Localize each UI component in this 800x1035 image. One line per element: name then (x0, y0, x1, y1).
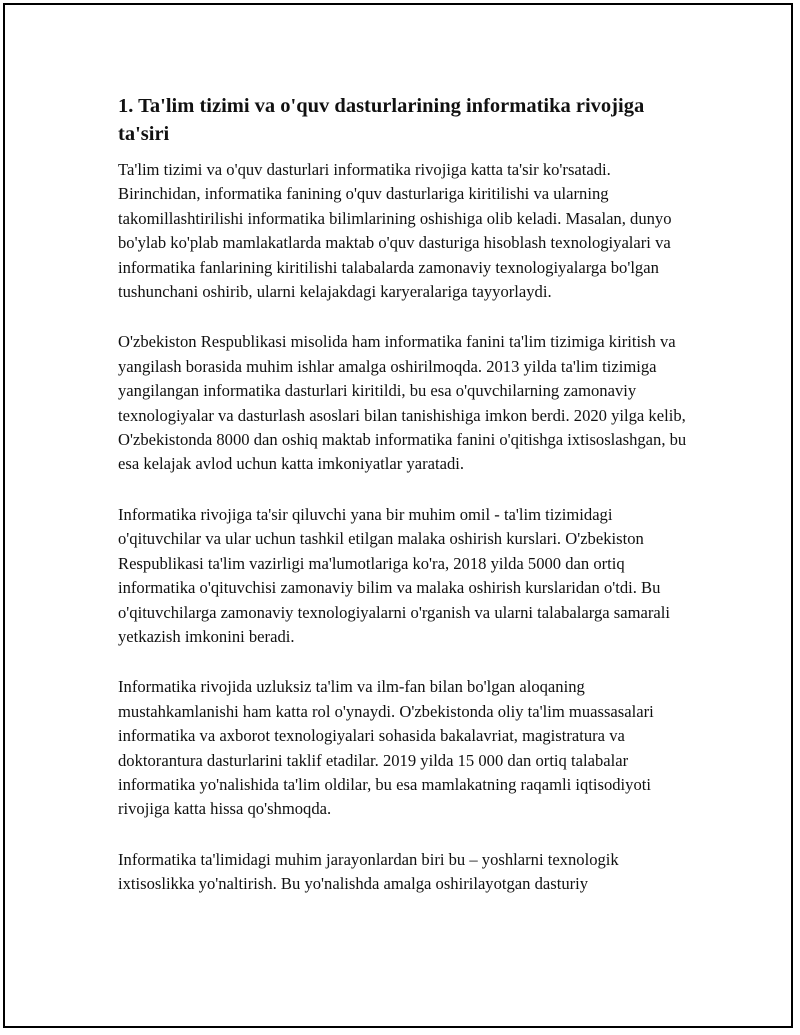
paragraph-1: Ta'lim tizimi va o'quv dasturlari informatika rivojiga katta ta'sir ko'rsatadi. Birinchidan, informatika fanining o'quv dasturlariga kiritilishi va ularning takomillashtirilishi informatika bilimlarining oshishiga olib keladi. Masalan, dunyo bo'ylab ko'plab mamlakatlarda maktab o'quv dasturiga hisoblash texnologiyalari va informatika fanlarining kiritilishi talabalarda zamonaviy texnologiyalarga bo'lgan tushunchani oshirib, ularni kelajakdagi karyeralariga tayyorlaydi. (118, 160, 672, 302)
paragraph-2: O'zbekiston Respublikasi misolida ham informatika fanini ta'lim tizimiga kiritish va yangilash borasida muhim ishlar amalga oshirilmoqda. 2013 yilda ta'lim tizimiga yangilangan informatika dasturlari kiritildi, bu esa o'quvchilarning zamonaviy texnologiyalar va dasturlash asoslari bilan tanishishiga imkon berdi. 2020 yilga kelib, O'zbekistonda 8000 dan oshiq maktab informatika fanini o'qitishga ixtisoslashgan, bu esa kelajak avlod uchun katta imkoniyatlar yaratadi. (118, 332, 687, 474)
paragraph-4: Informatika rivojida uzluksiz ta'lim va ilm-fan bilan bo'lgan aloqaning mustahkamlanishi ham katta rol o'ynaydi. O'zbekistonda oliy ta'lim muassasalari informatika va axborot texnologiyalari sohasida bakalavriat, magistratura va doktorantura dasturlarini taklif etadilar. 2019 yilda 15 000 dan ortiq talabalar informatika yo'nalishida ta'lim oldilar, bu esa mamlakatning raqamli iqtisodiyoti rivojiga katta hissa qo'shmoqda. (118, 677, 654, 819)
document-body (118, 92, 688, 923)
paragraph-5: Informatika ta'limidagi muhim jarayonlardan biri bu – yoshlarni texnologik ixtisoslikka yo'naltirish. Bu yo'nalishda amalga oshirilayotgan dasturiy (118, 849, 619, 894)
paragraph-3: Informatika rivojiga ta'sir qiluvchi yana bir muhim omil - ta'lim tizimidagi o'qituvchilar va ular uchun tashkil etilgan malaka oshirish kurslari. O'zbekiston Respublikasi ta'lim vazirligi ma'lumotlariga ko'ra, 2018 yilda 5000 dan ortiq informatika o'qituvchisi zamonaviy bilim va malaka oshirish kurslaridan o'tdi. Bu o'qituvchilarga zamonaviy texnologiyalarni o'rganish va ularni talabalarga samarali yetkazish imkonini beradi. (118, 504, 671, 646)
section-heading: 1. Ta'lim tizimi va o'quv dasturlarining informatika rivojiga ta'siri (118, 95, 645, 145)
